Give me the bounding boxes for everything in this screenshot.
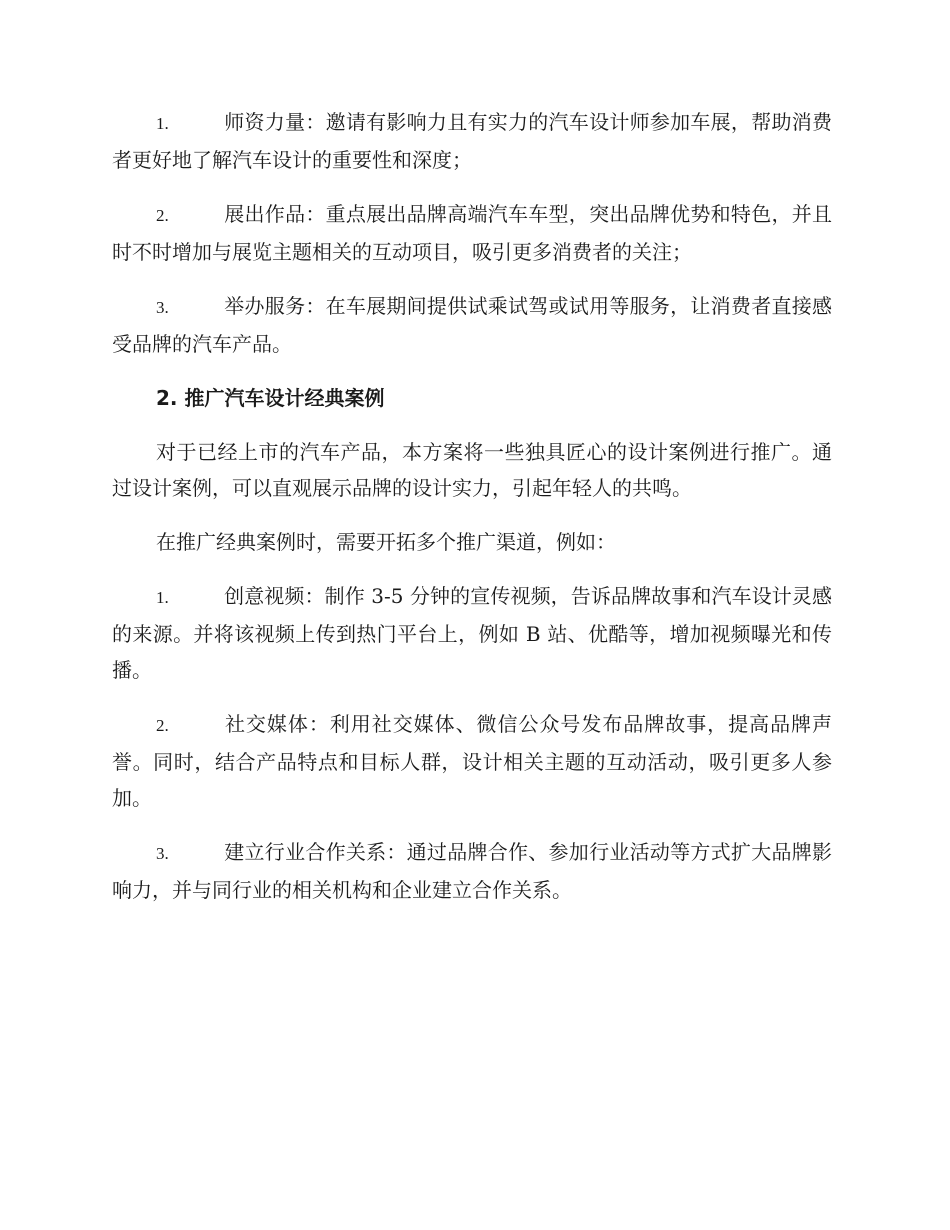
list-item-text: 师资力量：邀请有影响力且有实力的汽车设计师参加车展，帮助消费者更好地了解汽车设计的重要性和深度； [112, 110, 832, 172]
list-item [112, 706, 832, 816]
list-item [112, 104, 832, 178]
list-item [112, 288, 832, 362]
list-item [112, 578, 832, 688]
list-number: 3. [156, 298, 169, 317]
list-item-text: 展出作品：重点展出品牌高端汽车车型，突出品牌优势和特色，并且时不时增加与展览主题相关的互动项目，吸引更多消费者的关注； [112, 202, 832, 264]
list-item-text: 创意视频：制作 3-5 分钟的宣传视频，告诉品牌故事和汽车设计灵感的来源。并将该视频上传到热门平台上，例如 B 站、优酷等，增加视频曝光和传播。 [112, 584, 832, 682]
list-number: 1. [156, 114, 169, 133]
document-page [112, 104, 832, 926]
section-heading: 2. 推广汽车设计经典案例 [156, 386, 385, 410]
list-item-text: 社交媒体：利用社交媒体、微信公众号发布品牌故事，提高品牌声誉。同时，结合产品特点和目标人群，设计相关主题的互动活动，吸引更多人参加。 [112, 712, 832, 810]
list-number: 2. [156, 716, 169, 735]
intro-paragraph: 对于已经上市的汽车产品，本方案将一些独具匠心的设计案例进行推广。通过设计案例，可以直观展示品牌的设计实力，引起年轻人的共鸣。 [112, 440, 832, 500]
list-number: 3. [156, 844, 169, 863]
list-number: 1. [156, 588, 169, 607]
list-item-text: 举办服务：在车展期间提供试乘试驾或试用等服务，让消费者直接感受品牌的汽车产品。 [112, 294, 832, 356]
lead-paragraph: 在推广经典案例时，需要开拓多个推广渠道，例如： [156, 530, 616, 554]
list-item [112, 196, 832, 270]
list-item [112, 834, 832, 908]
list-item-text: 建立行业合作关系：通过品牌合作、参加行业活动等方式扩大品牌影响力，并与同行业的相关机构和企业建立合作关系。 [112, 840, 832, 902]
list-number: 2. [156, 206, 169, 225]
